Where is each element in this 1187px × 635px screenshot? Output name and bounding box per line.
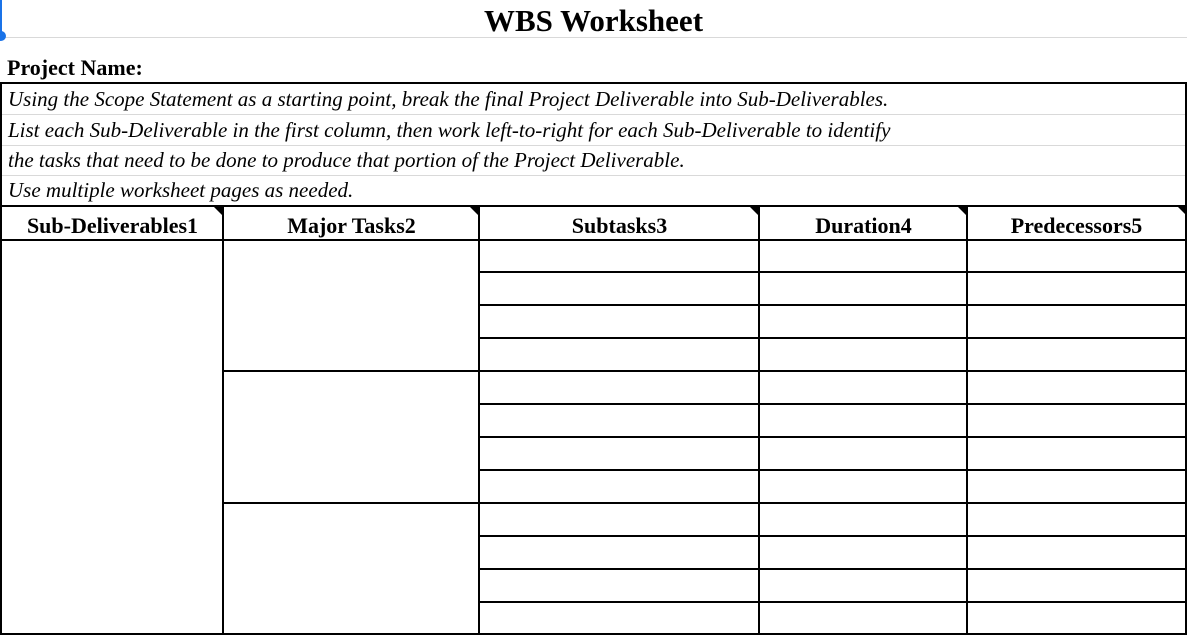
row-divider: [478, 304, 1187, 306]
row-divider: [478, 403, 1187, 405]
row-divider: [478, 337, 1187, 339]
major-task-cell[interactable]: [224, 504, 478, 633]
column-header-subtasks: Subtasks3: [571, 213, 668, 238]
worksheet-title: WBS Worksheet: [483, 3, 704, 38]
row-divider: [478, 370, 1187, 372]
instruction-line-1: Using the Scope Statement as a starting point, break the final Project Deliverable into Sub-Deliverables.: [8, 87, 889, 111]
instruction-line-4: Use multiple worksheet pages as needed.: [8, 178, 354, 202]
instructions-box: [0, 82, 1187, 207]
row-divider: [478, 271, 1187, 273]
major-task-cell[interactable]: [224, 241, 478, 370]
project-name-label: Project Name:: [7, 55, 143, 80]
sub-deliverable-cell[interactable]: [2, 241, 222, 633]
row-divider: [478, 535, 1187, 537]
instruction-line-3: the tasks that need to be done to produce that portion of the Project Deliverable.: [8, 148, 685, 172]
row-divider: [478, 502, 1187, 504]
row-divider: [478, 601, 1187, 603]
instruction-line-2: List each Sub-Deliverable in the first column, then work left-to-right for each Sub-Deliverable to identify: [8, 118, 891, 142]
column-header-duration: Duration4: [815, 213, 912, 238]
row-divider: [478, 469, 1187, 471]
column-header-sub-deliverables: Sub-Deliverables1: [26, 213, 199, 238]
row-divider: [478, 568, 1187, 570]
row-divider: [478, 436, 1187, 438]
column-header-major-tasks: Major Tasks2: [287, 213, 416, 238]
column-header-predecessors: Predecessors5: [1010, 213, 1143, 238]
major-task-cell[interactable]: [224, 372, 478, 502]
wbs-table: [0, 207, 1187, 635]
